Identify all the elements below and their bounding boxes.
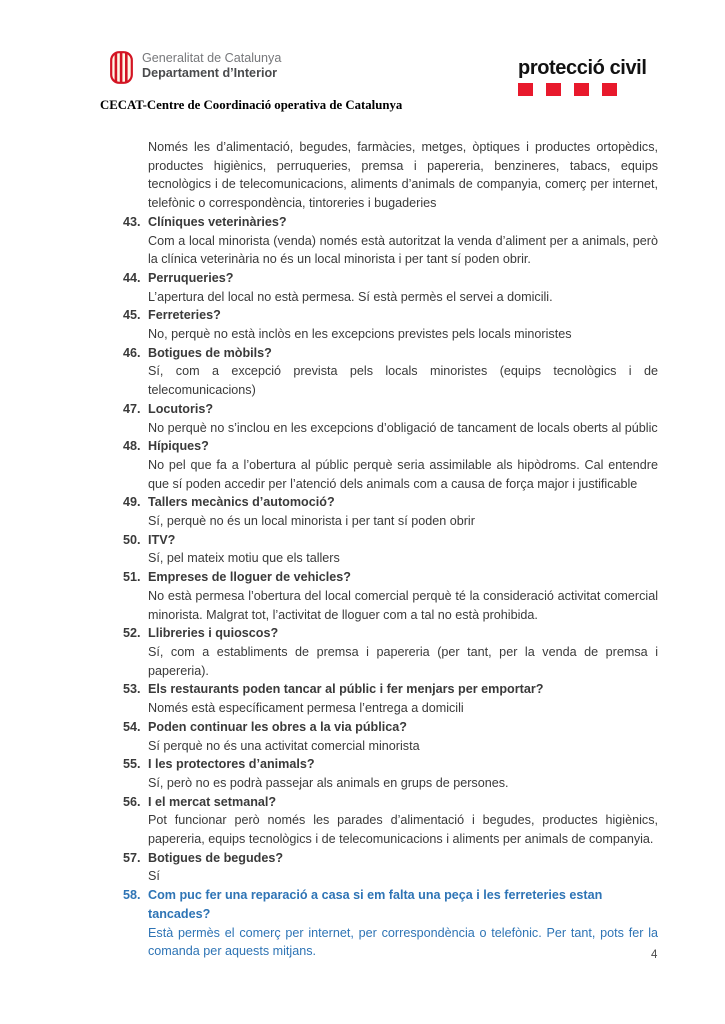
proteccio-civil-wordmark: protecció civil xyxy=(518,57,647,79)
senyera-shield-icon xyxy=(110,51,133,89)
faq-answer-text: Com a local minorista (venda) només està autoritzat la venda d’aliment per a animals, però la clínica veterinària no és un local minorista i per tant sí poden obrir. xyxy=(148,233,658,267)
faq-item-number: 52. xyxy=(123,626,141,641)
faq-item-number: 49. xyxy=(123,495,141,510)
faq-item-number: 54. xyxy=(123,719,141,734)
faq-item xyxy=(123,886,658,961)
faq-item-number: 51. xyxy=(123,570,141,585)
faq-question-text: Clíniques veterinàries? xyxy=(148,214,287,229)
faq-answer-text: No pel que fa a l’obertura al públic perquè seria assimilable als hipòdroms. Cal entendre que sí poden accedir per l’atenció dels animals com a causa de força major i justificable xyxy=(148,457,658,491)
faq-answer-text: L’apertura del local no està permesa. Sí està permès el servei a domicili. xyxy=(148,289,553,304)
faq-question-text: Empreses de lloguer de vehicles? xyxy=(148,570,351,585)
faq-item xyxy=(123,306,658,343)
faq-answer-text: No, perquè no està inclòs en les excepcions previstes pels locals minoristes xyxy=(148,327,572,342)
faq-item xyxy=(123,718,658,755)
faq-item xyxy=(123,680,658,717)
red-square-icon xyxy=(602,83,617,96)
faq-item-number: 44. xyxy=(123,270,141,285)
faq-question-text: Llibreries i quioscos? xyxy=(148,626,279,641)
faq-answer-text: No perquè no s’inclou en les excepcions d’obligació de tancament de locals oberts al públic xyxy=(148,420,658,435)
faq-answer-text: Sí, com a excepció prevista pels locals minoristes (equips tecnològics i de telecomunicacions) xyxy=(148,364,658,398)
faq-content xyxy=(123,138,658,961)
faq-item-number: 56. xyxy=(123,794,141,809)
faq-question-text: Locutoris? xyxy=(148,401,214,416)
faq-item-number: 45. xyxy=(123,308,141,323)
logo-department-name: Departament d’Interior xyxy=(142,66,278,80)
faq-question-text: Perruqueries? xyxy=(148,270,234,285)
faq-answer-text: Sí, pel mateix motiu que els tallers xyxy=(148,551,340,566)
faq-item xyxy=(123,400,658,437)
faq-question-text: Els restaurants poden tancar al públic i fer menjars per emportar? xyxy=(148,682,544,697)
faq-answer-text: Sí perquè no és una activitat comercial minorista xyxy=(148,738,420,753)
red-square-icon xyxy=(546,83,561,96)
faq-question-text: I les protectores d’animals? xyxy=(148,757,315,772)
document-header-title: CECAT-Centre de Coordinació operativa de Catalunya xyxy=(100,98,403,112)
faq-item xyxy=(123,624,658,680)
faq-question-text: Ferreteries? xyxy=(148,308,221,323)
faq-item-number: 57. xyxy=(123,850,141,865)
intro-paragraph: Només les d’alimentació, begudes, farmàcies, metges, òptiques i productes ortopèdics, productes higiènics, perruqueries, premsa i papereria, benzineres, tabacs, equips tecnològics i de telecomunicacions, aliments d’animals de companyia, comerç per internet, telefònic o correspondència, tintoreries i bugaderies xyxy=(148,140,658,211)
faq-answer-text: Només està específicament permesa l’entrega a domicili xyxy=(148,701,464,716)
faq-question-text: Hípiques? xyxy=(148,439,209,454)
faq-item xyxy=(123,793,658,849)
faq-answer-text: Està permès el comerç per internet, per correspondència o telefònic. Per tant, pots fer la comanda per aquests mitjans. xyxy=(148,925,658,959)
faq-item xyxy=(123,849,658,886)
faq-item-number: 58. xyxy=(123,888,141,903)
faq-item-number: 55. xyxy=(123,757,141,772)
faq-item xyxy=(123,437,658,493)
faq-item xyxy=(123,755,658,792)
faq-question-text: I el mercat setmanal? xyxy=(148,794,277,809)
red-square-icon xyxy=(518,83,533,96)
faq-item-number: 43. xyxy=(123,214,141,229)
faq-answer-text: Sí, perquè no és un local minorista i per tant sí poden obrir xyxy=(148,514,475,529)
faq-question-text: Poden continuar les obres a la via pública? xyxy=(148,719,407,734)
faq-item-number: 48. xyxy=(123,439,141,454)
faq-answer-text: Pot funcionar però només les parades d’alimentació i begudes, productes higiènics, papereria, equips tecnològics i de telecomunicacions i aliments per animals de companyia. xyxy=(148,813,658,847)
faq-item-number: 53. xyxy=(123,682,141,697)
faq-question-text: Com puc fer una reparació a casa si em falta una peça i les ferreteries estan tancades? xyxy=(148,888,603,921)
red-squares-icon xyxy=(518,83,658,96)
faq-answer-text: Sí, però no es podrà passejar als animals en grups de persones. xyxy=(148,775,509,790)
faq-list xyxy=(123,213,658,961)
faq-item xyxy=(123,269,658,306)
faq-item-number: 46. xyxy=(123,345,141,360)
proteccio-civil-logo xyxy=(518,57,658,96)
faq-question-text: Botigues de begudes? xyxy=(148,850,284,865)
faq-item-number: 50. xyxy=(123,532,141,547)
faq-item xyxy=(123,568,658,624)
faq-answer-text: No està permesa l’obertura del local comercial perquè té la consideració activitat comercial minorista. Malgrat tot, l’activitat de lloguer com a tal no està prohibida. xyxy=(148,588,658,622)
logo-org-name: Generalitat de Catalunya xyxy=(142,51,282,65)
faq-item xyxy=(123,213,658,269)
faq-item-number: 47. xyxy=(123,401,141,416)
faq-answer-text: Sí xyxy=(148,869,160,884)
faq-question-text: ITV? xyxy=(148,532,176,547)
faq-question-text: Botigues de mòbils? xyxy=(148,345,272,360)
generalitat-logo xyxy=(110,51,281,89)
faq-answer-text: Sí, com a establiments de premsa i papereria (per tant, per la venda de premsa i papereria). xyxy=(148,644,658,678)
faq-item xyxy=(123,531,658,568)
faq-item xyxy=(123,344,658,400)
page-number: 4 xyxy=(651,949,658,961)
red-square-icon xyxy=(574,83,589,96)
faq-question-text: Tallers mecànics d’automoció? xyxy=(148,495,335,510)
faq-item xyxy=(123,493,658,530)
